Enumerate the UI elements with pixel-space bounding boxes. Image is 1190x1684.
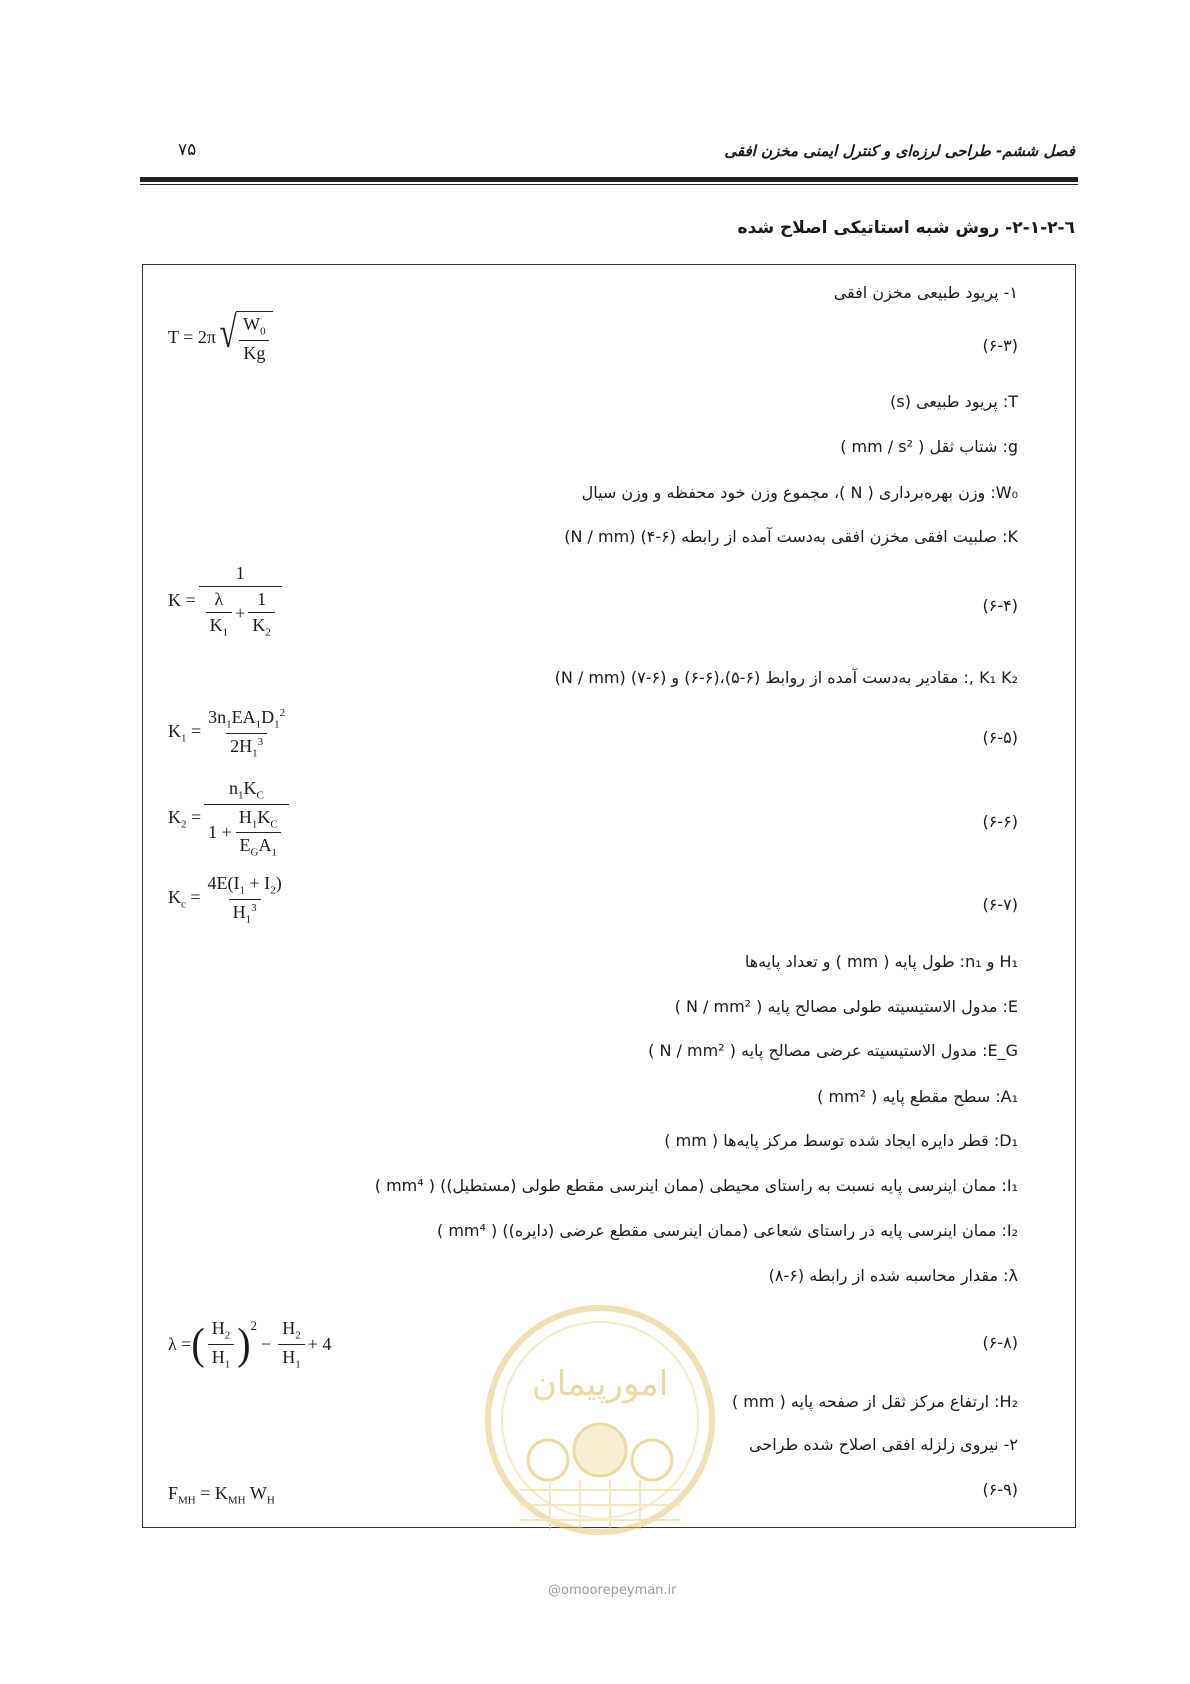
- equation-6-4: K = 1 $\frac{\lambda}{K_1}$ + $\frac{1}{K_2}$: [168, 563, 285, 639]
- var-EG: E_G: مدول الاستیسیته عرضی مصالح پایه ( N / mm² ): [648, 1041, 1018, 1060]
- equation-number-6-4: (۶-۴): [982, 596, 1018, 615]
- var-I2: I₂: ممان اینرسی پایه در راستای شعاعی (ممان اینرسی مقطع عرضی (دایره)) ( mm⁴ ): [437, 1221, 1018, 1240]
- equation-6-9: $F_{MH} = K_{MH}$ $W_H$: [168, 1483, 275, 1507]
- var-K1-K2: K₁ K₂ ,: مقادیر به‌دست آمده از روابط (۶-۵)،(۶-۶) و (۶-۷) (N / mm): [554, 668, 1018, 687]
- section-heading: ٦-٢-١-٢- روش شبه استاتیکی اصلاح شده: [737, 218, 1075, 238]
- equation-6-7: $K_c$ = $\frac{4E(I_1 + I_2)}{H_1^3}$: [168, 873, 282, 926]
- equation-6-5: $K_1$ = $\frac{3n_1EA_1D_1^2}{2H_1^3}$: [168, 707, 286, 760]
- header-rule-thin: [140, 184, 1078, 185]
- var-g: g: شتاب ثقل ( mm / s² ): [840, 437, 1018, 456]
- var-H1-n1: H₁ و n₁: طول پایه ( mm ) و تعداد پایه‌ها: [744, 952, 1018, 971]
- var-A1: A₁: سطح مقطع پایه ( mm² ): [817, 1087, 1018, 1106]
- equation-6-8: λ = ( $\frac{H_2}{H_1}$ ) 2 − $\frac{H_2}{H_1}$ + 4: [168, 1318, 332, 1371]
- equation-6-3: T = 2π √ $\frac{W_0}{Kg}$: [168, 311, 273, 364]
- item2-title: ٢- نیروی زلزله افقی اصلاح شده طراحی: [749, 1435, 1018, 1454]
- equation-number-6-3: (۶-۳): [982, 336, 1018, 355]
- var-T: T: پریود طبیعی (s): [890, 392, 1018, 411]
- equation-number-6-5: (۶-۵): [982, 728, 1018, 747]
- equation-number-6-8: (۶-۸): [982, 1333, 1018, 1352]
- running-header: فصل ششم- طراحی لرزه‌ای و کنترل ایمنی مخزن افقی: [724, 142, 1075, 160]
- var-K: K: صلبیت افقی مخزن افقی به‌دست آمده از رابطه (۶-۴) (N / mm): [564, 527, 1018, 546]
- var-I1: I₁: ممان اینرسی پایه نسبت به راستای محیطی (ممان اینرسی مقطع طولی (مستطیل)) ( mm⁴ ): [374, 1176, 1018, 1195]
- var-D1: D₁: قطر دایره ایجاد شده توسط مرکز پایه‌ها ( mm ): [664, 1131, 1018, 1150]
- watermark-gear-icon: [480, 1300, 720, 1540]
- var-E: E: مدول الاستیسیته طولی مصالح پایه ( N / mm² ): [674, 997, 1018, 1016]
- watermark-logo-text: امورپیمان: [531, 1364, 669, 1404]
- header-rule-thick: [140, 177, 1078, 182]
- equation-number-6-7: (۶-۷): [982, 895, 1018, 914]
- var-H2: H₂: ارتفاع مرکز ثقل از صفحه پایه ( mm ): [731, 1392, 1018, 1411]
- equation-number-6-6: (۶-۶): [982, 812, 1018, 831]
- page-number: ۷۵: [178, 140, 197, 160]
- var-lambda: λ: مقدار محاسبه شده از رابطه (۶-۸): [768, 1266, 1018, 1285]
- var-W0: W₀: وزن بهره‌برداری ( N )، مجموع وزن خود محفظه و وزن سیال: [581, 483, 1018, 502]
- equation-6-6: $K_2$ = $n_1K_C$ 1 + $\frac{H_1K_C}{E_GA_1}$: [168, 778, 292, 859]
- watermark-website: @omoorepeyman.ir: [548, 1583, 677, 1598]
- watermark-logo: [480, 1300, 720, 1540]
- item1-title: ١- پریود طبیعی مخزن افقی: [833, 283, 1018, 302]
- equation-number-6-9: (۶-۹): [982, 1480, 1018, 1499]
